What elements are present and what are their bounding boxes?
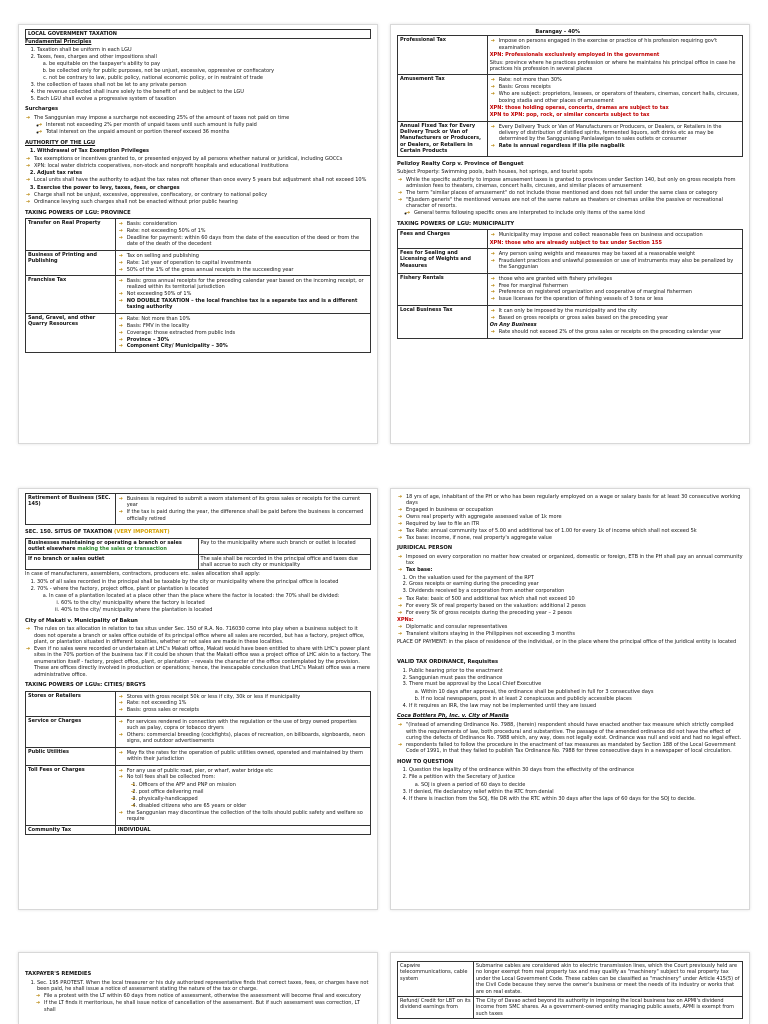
list-item: ➔ respondents failed to follow the procedure in the enactment of tax measures as mandated by Section 188 of the Local Government Code of 1991, in that they failed to publish Tax Ordinance No. 7988 for three consecutive days in a newspaper of local circulation. bbox=[406, 742, 743, 755]
list-item: 4. If there is inaction from the SOJ, file DR with the RTC within 30 days after the laps of 60 days for the SOJ to decide. bbox=[409, 796, 743, 802]
table-row bbox=[26, 825, 371, 834]
table-cell: Businesses maintaining or operating a branch or sales outlet elsewhere making the sales or transaction bbox=[26, 538, 199, 554]
list-item: 3. There must be approval by the Local Chief Executive a. Within 10 days after approval, the ordinance shall be published in full for 3 consecutive days b. If no local newspapers, post in at least 2 conspicuous and publicly accessible places bbox=[409, 681, 743, 702]
list-item: ➔ Ordinance levying such charges shall not be enacted without prior public hearing bbox=[34, 199, 371, 205]
list-item: ➔ Tax Rate: annual community tax of 5.00 and additional tax of 1.00 for every 1k of income which shall not exceed 5k bbox=[406, 528, 743, 534]
list-item: ➔ Rate: 1st year of operation to capital investments bbox=[127, 260, 368, 266]
barangay-share: Barangay – 40% bbox=[535, 29, 580, 35]
list-item: ➔ Not exceeding 50% of 1% bbox=[127, 291, 368, 297]
table-cell bbox=[115, 494, 370, 525]
table-row bbox=[26, 691, 371, 716]
list-item: ➔ Charge shall not be unjust, excessive, oppressive, confiscatory, or contrary to national policy bbox=[34, 192, 371, 198]
table-row bbox=[26, 250, 371, 275]
list-item: ➔ 3. physically-handicapped bbox=[139, 796, 368, 802]
table-row bbox=[26, 275, 371, 313]
remedies-heading: TAXPAYER'S REMEDIES bbox=[25, 971, 92, 977]
province-table bbox=[25, 218, 371, 353]
table-cell: The sale shall be recorded in the principal office and taxes due shall accrue to such city or municipality bbox=[198, 554, 371, 570]
juridical-heading: JURIDICAL PERSON bbox=[397, 545, 453, 552]
list-item: ➔ The rules on tax allocation in relation to tax situs under Sec. 150 of R.A. No. 716030 come into play when a business subject to it does not operate a branch or sales office outside of its principal office where all sales are recorded, but has a factory, project office, plant, or plantation situated in different localities, whether or not sales are made in these localities. bbox=[34, 626, 371, 645]
list-item: ➔ Rate should not exceed 2% of the gross sales or receipts on the preceding calendar year bbox=[499, 329, 740, 335]
table-row bbox=[398, 248, 743, 273]
list-item: i. 60% to the city/ municipality where the factory is located bbox=[61, 600, 371, 606]
list-item: ➔ Diplomatic and consular representatives bbox=[406, 624, 743, 630]
table-cell bbox=[487, 36, 742, 75]
document-page-6 bbox=[390, 952, 750, 1024]
list-item: ii. 40% to the city/ municipality where the plantation is located bbox=[61, 607, 371, 613]
table-cell: Local Business Tax bbox=[398, 305, 488, 338]
document-page-1 bbox=[18, 24, 378, 444]
list-item: ➔ File a protest with the LT within 60 days from notice of assessment, otherwise the assessment will become final and executory bbox=[44, 993, 371, 999]
xpn-note: XPN: Professionals exclusively employed in the government bbox=[489, 52, 660, 59]
table-row bbox=[398, 305, 743, 338]
table-cell: Annual Fixed Tax for Every Delivery Truck or Van of Manufacturers or Producers, or Dealers, or Retailers in Certain Products bbox=[398, 121, 488, 156]
fundamental-principles-heading: Fundamental Principles bbox=[25, 39, 92, 46]
list-item: 1. Question the legality of the ordinance within 30 days from the effectivity of the ordinance bbox=[409, 767, 743, 773]
table-cell bbox=[487, 230, 742, 249]
list-item: ➔ Others: commercial breeding (cockfights), places of recreation, on billboards, signboards, neon signs, and outdoor advertisements bbox=[127, 732, 368, 745]
case-title: Pelizloy Realty Corp v. Province of Benguet bbox=[397, 160, 524, 167]
section-title-lgt: LOCAL GOVERNMENT TAXATION bbox=[25, 29, 371, 39]
list-item: ➔ Every Delivery Truck or Van of Manufacturers or Producers, or Dealers, or Retailers in the delivery of distribution of distilled spirits, fermented liquors, soft drinks etc as may be determined by the Sangguniang Panlalawigan to sales outlets or consumer bbox=[499, 124, 740, 143]
list-item: ➔ No toll fees shall be collected from: ➔ 1. Officers of the AFP and PNP on mission ➔ 2. post office delivering mail ➔ 3. physically-handicapped ➔ 4. disabled citizens who are 65 years or older bbox=[127, 774, 368, 808]
xpn-note: XPN: those holding operas, concerts, dramas are subject to tax bbox=[489, 104, 669, 111]
list-item: 2. 70% - where the factory, project office, plant or plantation is located a. In case of a plantation located at a place other than the place where the factor is located: the 70% shall be divided: i. 60% to the city/ municipality where the factory is located ii. 40% to the city/ municipality where the plantation is located bbox=[37, 586, 371, 614]
list-item: ➔ Owns real property with aggregate assessed value of 1k more bbox=[406, 514, 743, 520]
list-item: ➔ 50% of the 1% of the gross annual receipts in the succeeding year bbox=[127, 267, 368, 273]
table-row bbox=[398, 996, 743, 1018]
list-item: ➔ 1. Officers of the AFP and PNP on mission bbox=[139, 782, 368, 788]
table-cell bbox=[115, 313, 370, 352]
table-cell bbox=[487, 121, 742, 156]
list-item: ➔ "(Instead of amending Ordinance No. 7988, (herein) respondent should have enacted another tax measure which strictly complied with the requirements of law, both procedural and substantive. The passage of the amended ordinance did not have the effect of curing the defects of Ordinance No. 7988 which, any way, does not legally exist. Ordinance was null and void and had no legal effect. bbox=[406, 722, 743, 741]
table-cell: Refund/ Credit for LBT on its dividend earnings from bbox=[398, 996, 474, 1018]
list-item: b. If no local newspapers, post in at least 2 conspicuous and publicly accessible places bbox=[421, 696, 743, 702]
list-item: ➔ Tax on selling and publishing bbox=[127, 253, 368, 259]
retirement-table bbox=[25, 493, 371, 525]
table-cell bbox=[487, 75, 742, 121]
case-subject: Subject Property: Swimming pools, bath houses, hot springs, and tourist spots bbox=[397, 169, 593, 176]
table-cell: Pay to the municipality where such branch or outlet is located bbox=[198, 538, 371, 554]
list-item: 3. Exercise the power to levy, taxes, fees, or charges bbox=[37, 185, 371, 191]
table-cell: Amusement Tax bbox=[398, 75, 488, 121]
list-item: ➔ Fraudulent practices and unlawful possession or use of instruments may also be penalized by the Sanggunian bbox=[499, 258, 740, 271]
list-item: ➔ Rate: not more than 30% bbox=[499, 77, 740, 83]
valid-ordinance-heading: VALID TAX ORDINANCE, Requisites bbox=[397, 658, 499, 665]
list-item: ➔ Rate: Not more than 10% bbox=[127, 316, 368, 322]
list-item: ➔ XPN: local water districts cooperatives, non-stock and nonprofit hospitals and educational institutions bbox=[34, 163, 371, 169]
list-item: 2. File a petition with the Secretary of Justice a. SOJ is given a period of 60 days to decide bbox=[409, 774, 743, 788]
list-item: ➔ Imposed on every corporation no matter how created or organized, domestic or foreign, ETB in the PH shall pay an annual community tax bbox=[406, 554, 743, 567]
list-item: ➔ Tax base: income, if none, real property's aggregate value bbox=[406, 535, 743, 541]
list-item: ➔ the Sanggunian may discontinue the collection of the tolls should public safety and welfare so require bbox=[127, 810, 368, 823]
list-item: 3. the collection of taxes shall not be let to any private person bbox=[37, 82, 371, 88]
list-item: ➔ ◦ Total interest on the unpaid amount or portion thereof exceed 36 months bbox=[46, 129, 371, 135]
province-heading: TAXING POWERS OF LGU: PROVINCE bbox=[25, 209, 131, 216]
table-cell: Submarine cables are considered akin to electric transmission lines, which the Court previously held are no longer exempt from real property tax and may qualify as "machinery" subject to real property tax under the Local Government Code. These cables can be classified as "machinery" under Article 415(5) of the Civil Code because they serve the owner's business or meet the needs of its industry or works that are on real estate. bbox=[473, 962, 742, 997]
list-item: ➔ NO DOUBLE TAXATION – the local franchise tax is a separate tax and is a different taxing authority bbox=[127, 298, 368, 311]
list-item: 1. Withdrawal of Tax Exemption Privileges bbox=[37, 148, 371, 154]
list-item: ➔ Issue licenses for the operation of fishing vessels of 3 tons or less bbox=[499, 296, 740, 302]
authority-heading: AUTHORITY OF THE LGU bbox=[25, 139, 96, 146]
list-item: ➔ Basis: gross sales or receipts bbox=[127, 707, 368, 713]
list-item: 1. Public hearing prior to the enactment bbox=[409, 668, 743, 674]
table-cell bbox=[115, 691, 370, 716]
list-item: c. not be contrary to law, public policy, national economic policy, or in restraint of trade bbox=[49, 75, 371, 81]
table-cell: Transfer on Real Property bbox=[26, 219, 116, 251]
list-item: ➔ Tax base: bbox=[406, 567, 743, 573]
table-cell: Franchise Tax bbox=[26, 275, 116, 313]
document-page-3 bbox=[18, 488, 378, 910]
table-cell: Community Tax bbox=[26, 825, 116, 834]
table-cell bbox=[115, 716, 370, 747]
table-cell bbox=[115, 250, 370, 275]
list-item: ➔ For services rendered in connection with the regulation or the use of brgy owned properties such as palay, copra or tobacco dryers bbox=[127, 719, 368, 732]
list-item: ➔ The Sanggunian may impose a surcharge not exceeding 25% of the amount of taxes not paid on time ➔ ◦ Interest not exceeding 2% per month of unpaid taxes until such amount is fully paid ➔ ◦ Total interest on the unpaid amount or portion thereof exceed 36 months bbox=[34, 115, 371, 136]
situs-table bbox=[25, 538, 371, 571]
list-item: 2. Gross receipts or earning during the preceding year bbox=[409, 581, 743, 587]
table-row bbox=[26, 538, 371, 554]
cases-table bbox=[397, 961, 743, 1019]
xpn-note: XPN to XPN: pop, rock, or similar concerts subject to tax bbox=[489, 112, 650, 119]
table-cell: Toll Fees or Charges bbox=[26, 765, 116, 825]
list-item: a. SOJ is given a period of 60 days to decide bbox=[421, 782, 743, 788]
list-item: ➔ Even if no sales were recorded or undertaken at LHC's Makati office, Makati would have been entitled to share with LHC's power plant sites in the 70% portion of the business tax if it could be shown that the Makati office was a project office of LHC akin to a factory. The enumeration itself - factory, project office, plant, or plantation – reveals the character of the office contemplated by the provision. These are offices directly involved in production or operations; hence, the inescapable conclusion that LHC's Makati office was a mere administrative office. bbox=[34, 646, 371, 678]
list-item: ➔ ◦ General terms following specific ones are interpreted to include only items of the same kind bbox=[414, 210, 743, 216]
list-item: ➔ Deadline for payment: within 60 days from the date of the execution of the deed or from the date of the death of the decedent bbox=[127, 235, 368, 248]
list-item: ➔ Municipality may impose and collect reasonable fees on business and occupation bbox=[499, 232, 740, 238]
document-page-4 bbox=[390, 488, 750, 910]
table-row bbox=[26, 747, 371, 765]
list-item: 4. the revenue collected shall inure solely to the benefit of and be subject to the LGU bbox=[37, 89, 371, 95]
table-row bbox=[26, 494, 371, 525]
list-item: ➔ 18 yrs of age, inhabitant of the PH or who has been regularly employed on a wage or salary basis for at least 30 consecutive working days bbox=[406, 494, 743, 507]
list-item: ➔ The term "similar places of amusement" do not include those mentioned and does not fall under the same class or category bbox=[406, 190, 743, 196]
list-item: 1. Taxation shall be uniform in each LGU bbox=[37, 47, 371, 53]
table-row bbox=[398, 36, 743, 75]
table-row bbox=[26, 313, 371, 352]
table-cell: INDIVIDUAL bbox=[115, 825, 370, 834]
table-cell bbox=[487, 305, 742, 338]
list-item: ➔ For any use of public road, pier, or wharf, water bridge etc bbox=[127, 768, 368, 774]
xpns-heading: XPNs: bbox=[397, 616, 414, 623]
list-item: ➔ For every 5k of gross receipts during the preceding year – 2 pesos bbox=[406, 610, 743, 616]
list-item: ➔ Engaged in business or occupation bbox=[406, 507, 743, 513]
list-item: ➔ 2. post office delivering mail bbox=[139, 789, 368, 795]
list-item: b. be collected only for public purposes, not be unjust, excessive, oppressive or confiscatory bbox=[49, 68, 371, 74]
list-item: ➔ Business is required to submit a sworn statement of its gross sales or receipts for the current year bbox=[127, 496, 368, 509]
table-row bbox=[26, 716, 371, 747]
list-item: ➔ ◦ Interest not exceeding 2% per month of unpaid taxes until such amount is fully paid bbox=[46, 122, 371, 128]
list-item: ➔ For every 5k of real property based on the valuation: additional 2 pesos bbox=[406, 603, 743, 609]
list-item: ➔ Free for marginal fishermen bbox=[499, 283, 740, 289]
list-item: a. Within 10 days after approval, the ordinance shall be published in full for 3 consecutive days bbox=[421, 689, 743, 695]
table-cell: Service or Charges bbox=[26, 716, 116, 747]
table-cell: Fees for Sealing and Licensing of Weights and Measures bbox=[398, 248, 488, 273]
table-row bbox=[26, 554, 371, 570]
table-cell: Capwire telecommunications, cable system bbox=[398, 962, 474, 997]
case-title: Coca Bottlers Ph, Inc. v. City of Manila bbox=[397, 713, 509, 720]
list-item: ➔ Transient visitors staying in the Philippines not exceeding 3 months bbox=[406, 631, 743, 637]
list-item: ➔ Based on gross receipts or gross sales based on the preceding year bbox=[499, 315, 740, 321]
list-item: ➔ It can only be imposed by the municipality and the city bbox=[499, 308, 740, 314]
list-item: ➔ May fix the rates for the operation of public utilities owned, operated and maintained by them within their jurisdiction bbox=[127, 750, 368, 763]
list-item: a. In case of a plantation located at a place other than the place where the factor is located: the 70% shall be divided: i. 60% to the city/ municipality where the factory is located ii. 40% to the city/ municipality where the plantation is located bbox=[49, 593, 371, 614]
cities-heading: TAXING POWERS OF LGUs: CITIES/ BRGYS bbox=[25, 681, 146, 688]
list-item: 1. 30% of all sales recorded in the principal shall be taxable by the city or municipality where the principal office is located bbox=[37, 579, 371, 585]
list-item: 1. On the valuation used for the payment of the RPT bbox=[409, 575, 743, 581]
list-item: ➔ Impose on persons engaged in the exercise or practice of his profession requiring gov't examination bbox=[499, 38, 740, 51]
list-item: ➔ Who are subject: proprietors, lessees, or operators of theaters, cinemas, concert halls, circuses, boxing stadia and other places of amusement bbox=[499, 91, 740, 104]
table-row bbox=[398, 230, 743, 249]
list-item: 1. Sec. 195 PROTEST. When the local treasurer or his duly authorized representative finds that correct taxes, fees, or charges have not been paid, he shall issue a notice of assessment stating the nature of the tax or charge. bbox=[37, 980, 371, 993]
list-item: 2. Taxes, fees, charges and other impositions shall a. be equitable on the taxpayer's ability to pay b. be collected only for public purposes, not be unjust, excessive, oppressive or confiscatory c. not be contrary to law, public policy, national economic policy, or in restraint of trade bbox=[37, 54, 371, 82]
list-item: ➔ Local units shall have the authority to adjust the tax rates not oftener than once every 5 years but adjustment shall not exceed 10% bbox=[34, 177, 371, 183]
situs-note: In case of manufacturers, assemblers, contractors, producers etc. sales allocation shall apply: bbox=[25, 571, 260, 578]
list-item: ➔ Basis: consideration bbox=[127, 221, 368, 227]
list-item: ➔ Tax Rate: basic of 500 and additional tax which shall not exceed 10 bbox=[406, 596, 743, 602]
table-cell bbox=[115, 747, 370, 765]
list-item: ➔ Rate: not exceeding 1% bbox=[127, 700, 368, 706]
table-cell bbox=[115, 219, 370, 251]
list-item: 2. Sanggunian must pass the ordinance bbox=[409, 675, 743, 681]
list-item: 2. Adjust tax rates bbox=[37, 170, 371, 176]
list-item: ➔ Coverage: those extracted from public lnds bbox=[127, 330, 368, 336]
table-cell: The City of Davao acted beyond its authority in imposing the local business tax on APMI's dividend income from SMC shares. As a government-owned entity managing public assets, APMI is exempt from such taxes bbox=[473, 996, 742, 1018]
list-item: ➔ 4. disabled citizens who are 65 years or older bbox=[139, 803, 368, 809]
document-page-2 bbox=[390, 24, 750, 444]
table-row bbox=[398, 962, 743, 997]
list-item: a. be equitable on the taxpayer's ability to pay bbox=[49, 61, 371, 67]
municipality-heading: TAXING POWERS OF LGU: MUNICIPALITY bbox=[397, 220, 515, 227]
list-item: 3. If denied, file declaratory relief within the RTC from denial bbox=[409, 789, 743, 795]
table-row bbox=[398, 75, 743, 121]
surcharges-heading: Surcharges bbox=[25, 106, 59, 113]
list-item: ➔ If the tax is paid during the year, the difference shall be paid before the business is concerned officially retired bbox=[127, 509, 368, 522]
table-cell: Stores or Retailers bbox=[26, 691, 116, 716]
list-item: ➔ Province – 30% bbox=[127, 337, 368, 343]
table-cell: Fees and Charges bbox=[398, 230, 488, 249]
place-of-payment: PLACE OF PAYMENT: in the place of residence of the individual, or in the place where the principal office of the juridical entity is located bbox=[397, 638, 737, 645]
table-row bbox=[398, 121, 743, 156]
list-item: ➔ Tax exemptions or incentives granted to, or presented enjoyed by all persons whether natural or juridical, including GOCCs bbox=[34, 156, 371, 162]
table-cell: If no branch or sales outlet bbox=[26, 554, 199, 570]
sec150-heading: SEC. 150. SITUS OF TAXATION (VERY IMPORTANT) bbox=[25, 529, 170, 536]
table-cell: Fishery Rentals bbox=[398, 273, 488, 305]
sub-heading: On Any Business bbox=[489, 321, 537, 328]
list-item: ➔ Basis: Gross receipts bbox=[499, 84, 740, 90]
list-item: 4. If it requires an IRR, the law may not be implemented until they are issued bbox=[409, 703, 743, 709]
xpn-note: XPN: those who are already subject to tax under Section 155 bbox=[489, 239, 662, 246]
list-item: ➔ Rate: not exceeding 50% of 1% bbox=[127, 228, 368, 234]
list-item: ➔ Required by law to file an ITR bbox=[406, 521, 743, 527]
list-item: 5. Each LGU shall evolve a progressive system of taxation bbox=[37, 96, 371, 102]
table-row bbox=[26, 219, 371, 251]
province-table-cont bbox=[397, 35, 743, 156]
situs-note: Situs: province where he practices profession or where he maintains his principal office in case he practices his profession in several places bbox=[489, 59, 736, 72]
table-cell: Retirement of Business (SEC. 145) bbox=[26, 494, 116, 525]
document-page-5 bbox=[18, 952, 378, 1024]
table-cell bbox=[487, 273, 742, 305]
table-row bbox=[398, 273, 743, 305]
list-item: ➔ Any person using weights and measures may be taxed at a reasonable weight bbox=[499, 251, 740, 257]
municipality-table bbox=[397, 229, 743, 339]
list-item: ➔ Basis: FMV in the locality bbox=[127, 323, 368, 329]
how-to-question-heading: HOW TO QUESTION bbox=[397, 758, 454, 765]
list-item: ➔ "Ejusdem generis" the mentioned venues are not of the same nature as theaters or cinemas unlike the passive or recreational character of resorts. bbox=[406, 197, 743, 210]
list-item: ➔ Preference on registered organization and cooperative of marginal fishermen bbox=[499, 289, 740, 295]
list-item: ➔ Basis: gross annual receipts for the preceding calendar year based on the incoming receipt, or realized within its territorial jurisdiction bbox=[127, 278, 368, 291]
cities-table bbox=[25, 691, 371, 836]
list-item: ➔ While the specific authority to impose amusement taxes is granted to provinces under Section 140, but only on gross receipts from admission fees to theaters, cinemas, concert halls, circuses, and similar places of amusement bbox=[406, 177, 743, 190]
table-cell: Sand, Gravel, and other Quarry Resources bbox=[26, 313, 116, 352]
list-item: 3. Dividends received by a corporation from another corporation bbox=[409, 588, 743, 594]
list-item: ➔ Rate is annual regardless if ilia pile nagbalik bbox=[499, 143, 740, 149]
case-title: City of Makati v. Municipality of Bakun bbox=[25, 617, 138, 624]
table-cell: Business of Printing and Publishing bbox=[26, 250, 116, 275]
list-item: ➔ those who are granted with fishery privileges bbox=[499, 276, 740, 282]
list-item: ➔ Component City/ Municipality – 30% bbox=[127, 343, 368, 349]
table-cell bbox=[115, 275, 370, 313]
table-cell: Public Utilities bbox=[26, 747, 116, 765]
table-cell: Professional Tax bbox=[398, 36, 488, 75]
list-item: ➔ Stores with gross receipt 50k or less if city, 30k or less if municipality bbox=[127, 694, 368, 700]
table-cell bbox=[487, 248, 742, 273]
list-item: ➔ If the LT finds it meritorious, he shall issue notice of cancellation of the assessment. But if such assessment was correction, LT shall bbox=[44, 1000, 371, 1013]
table-cell bbox=[115, 765, 370, 825]
table-row bbox=[26, 765, 371, 825]
